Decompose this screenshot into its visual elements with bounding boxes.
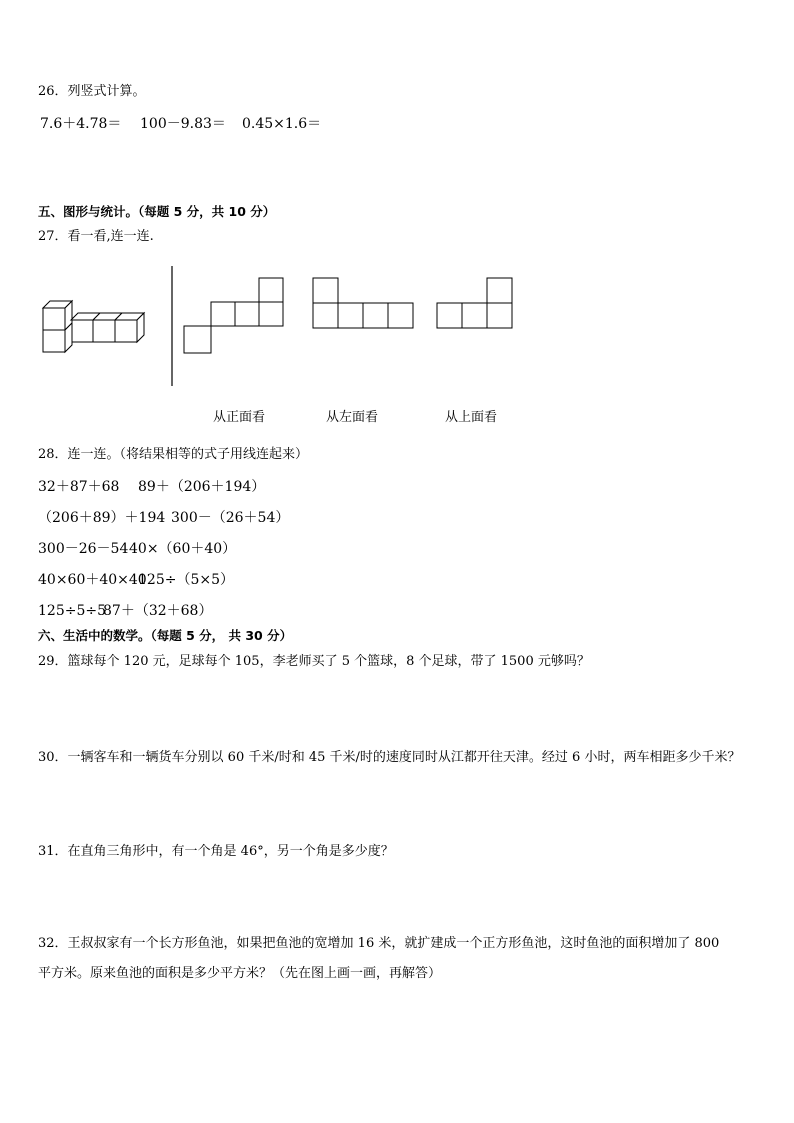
label-top-view: 从上面看 bbox=[445, 410, 498, 425]
q29-text: 29．篮球每个 120 元，足球每个 105，李老师买了 5 个篮球，8 个足球，带了 1500 元够吗？ bbox=[38, 654, 590, 669]
q28-row5-left[interactable]: 125÷5÷5 bbox=[38, 603, 106, 619]
q26-expression-1: 7.6＋4.78＝ bbox=[40, 116, 122, 132]
q28-row4-left[interactable]: 40×60＋40×40 bbox=[38, 572, 147, 588]
q28-row4-right[interactable]: 125÷（5×5） bbox=[138, 572, 234, 588]
q28-title: 28．连一连。（将结果相等的式子用线连起来） bbox=[38, 447, 309, 462]
view-option-1[interactable] bbox=[183, 277, 285, 355]
label-left-view: 从左面看 bbox=[326, 410, 379, 425]
q28-row1-right[interactable]: 89＋（206＋194） bbox=[138, 479, 266, 495]
label-front-view: 从正面看 bbox=[213, 410, 266, 425]
q28-row3-right[interactable]: 40×（60＋40） bbox=[129, 541, 237, 557]
q28-row1-left[interactable]: 32＋87＋68 bbox=[38, 479, 120, 495]
view-option-3[interactable] bbox=[436, 277, 516, 331]
view-option-2[interactable] bbox=[312, 277, 416, 331]
q28-row2-right[interactable]: 300－（26＋54） bbox=[171, 510, 290, 526]
q30-text: 30．一辆客车和一辆货车分别以 60 千米/时和 45 千米/时的速度同时从江都开往天津。经过 6 小时，两车相距多少千米？ bbox=[38, 750, 741, 765]
q32-text-line2: 平方米。原来鱼池的面积是多少平方米？（先在图上画一画，再解答） bbox=[38, 966, 442, 981]
q26-expression-2: 100－9.83＝ bbox=[140, 116, 226, 132]
q27-title: 27．看一看,连一连. bbox=[38, 229, 154, 244]
divider-line bbox=[170, 266, 174, 386]
q28-row2-left[interactable]: （206＋89）＋194 bbox=[38, 510, 166, 526]
cube-stack-figure bbox=[40, 298, 155, 356]
q28-row3-left[interactable]: 300－26－54 bbox=[38, 541, 129, 557]
section-5-heading: 五、图形与统计。（每题 5 分，共 10 分） bbox=[38, 204, 276, 219]
section-6-heading: 六、生活中的数学。（每题 5 分， 共 30 分） bbox=[38, 628, 293, 643]
q31-text: 31．在直角三角形中，有一个角是 46°，另一个角是多少度？ bbox=[38, 844, 394, 859]
q26-title: 26．列竖式计算。 bbox=[38, 84, 146, 99]
q28-row5-right[interactable]: 87＋（32＋68） bbox=[103, 603, 213, 619]
q26-expression-3: 0.45×1.6＝ bbox=[242, 116, 322, 132]
q32-text-line1: 32．王叔叔家有一个长方形鱼池，如果把鱼池的宽增加 16 米，就扩建成一个正方形鱼池，这时鱼池的面积增加了 800 bbox=[38, 936, 720, 951]
